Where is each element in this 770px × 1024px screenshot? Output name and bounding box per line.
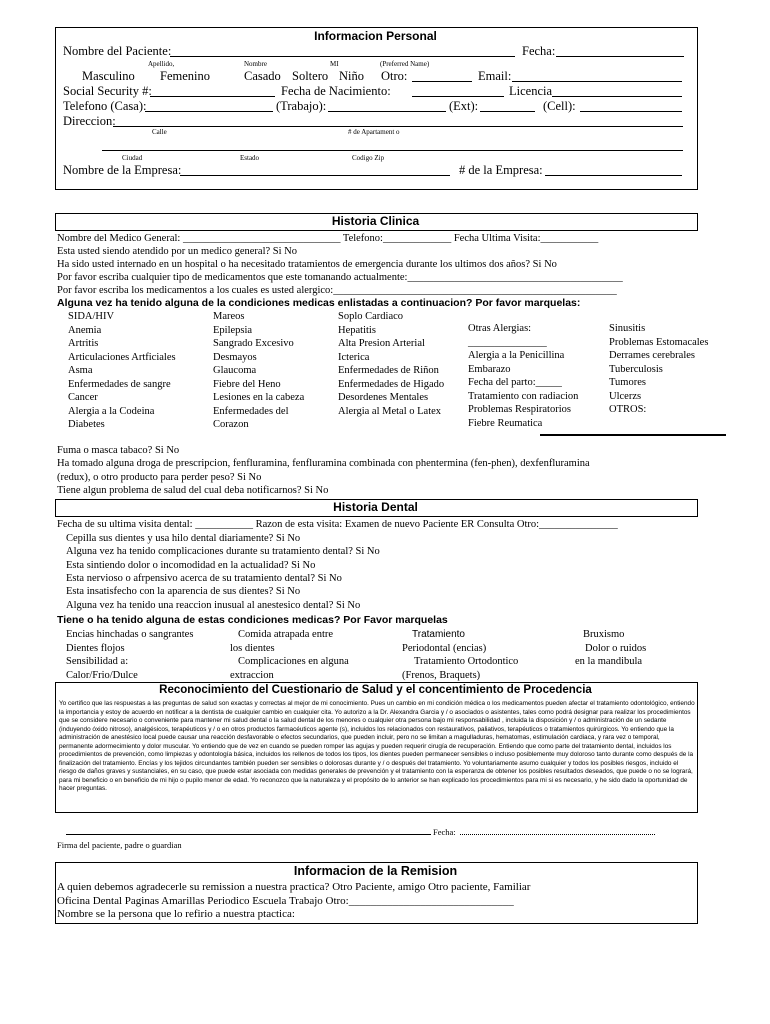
dental-condition-item[interactable]: en la mandibula [575, 656, 643, 667]
clinica-line-1: Nombre del Medico General: ______________________________ Telefono:_____________ Fecha Ultima Visita:___________ [57, 233, 599, 244]
condition-item[interactable]: Glaucoma [213, 365, 257, 376]
dental-q-1: Cepilla sus dientes y usa hilo dental diariamente? Si No [66, 533, 301, 544]
condition-item[interactable]: Alta Presion Arterial [338, 338, 425, 349]
gender-femenino[interactable]: Femenino [160, 69, 210, 83]
dental-condition-item[interactable]: Periodontal (encias) [402, 642, 487, 654]
dob-label: Fecha de Nacimiento: [281, 84, 391, 98]
condition-item[interactable]: Problemas Estomacales [609, 336, 709, 348]
sub-calle: Calle [152, 128, 167, 136]
condition-item[interactable]: Tumores [609, 377, 646, 388]
dental-condition-item[interactable]: (Frenos, Braquets) [402, 669, 481, 681]
dental-condition-item[interactable]: los dientes [230, 642, 275, 654]
condition-item[interactable]: Enfermedades de Higado [338, 378, 445, 390]
condition-item[interactable]: Alergia a la Penicillina [468, 350, 565, 361]
condition-item[interactable]: Derrames cerebrales [609, 350, 695, 361]
condition-item[interactable]: Anemia [68, 324, 102, 336]
tel-cell-label: (Cell): [543, 99, 576, 113]
condition-item[interactable]: _______________ [468, 336, 547, 348]
direccion-label: Direccion: [63, 114, 116, 128]
condition-item[interactable]: Lesiones en la cabeza [213, 392, 305, 403]
tel-cell-field[interactable] [580, 111, 682, 112]
signature-date-field[interactable] [460, 834, 655, 835]
licencia-label: Licencia [509, 84, 553, 98]
condition-item[interactable]: Embarazo [468, 363, 511, 375]
condition-item[interactable]: Mareos [213, 311, 245, 322]
dental-condition-item[interactable]: Sensibilidad a: [66, 656, 129, 667]
dental-cond-header: Tiene o ha tenido alguna de estas condiciones medicas? Por Favor marquelas [57, 614, 448, 626]
condition-item[interactable]: Artritis [68, 338, 99, 349]
licencia-field[interactable] [552, 96, 682, 97]
condition-item[interactable]: Enfermedades de sangre [68, 378, 171, 390]
patient-name-field[interactable] [170, 56, 515, 57]
dental-q-3: Esta sintiendo dolor o incomodidad en la actualidad? Si No [66, 560, 316, 571]
condition-item[interactable]: Alergia al Metal o Latex [338, 405, 442, 417]
condition-item[interactable]: Corazon [213, 419, 249, 430]
gender-masculino[interactable]: Masculino [82, 69, 135, 83]
clinica-line-2: Esta usted siendo atendido por un medico general? Si No [57, 246, 297, 257]
condition-item[interactable]: OTROS: [609, 404, 647, 415]
condition-item[interactable]: Fiebre Reumatica [468, 417, 543, 429]
personal-title: Informacion Personal [314, 29, 437, 43]
conditions-col-1 [68, 310, 176, 432]
sub-apellido: Apellido, [148, 60, 175, 68]
dental-condition-item[interactable]: Bruxismo [583, 629, 625, 640]
clinica-q2: Ha tomado alguna droga de prescripcion, fenfluramina, fenfluramina combinada con phentermina (fen-phen), dexfenfluramina [57, 458, 590, 469]
consent-title: Reconocimiento del Cuestionario de Salud y el concentimiento de Procedencia [159, 684, 592, 696]
dental-line-1: Fecha de su ultima visita dental: ___________ Razon de esta visita: Examen de nuevo Paciente ER Consulta Otro:_______________ [57, 519, 618, 530]
condition-item[interactable]: Articulaciones Artficiales [68, 351, 176, 363]
otro-field[interactable] [412, 81, 472, 82]
clinica-q3: (redux), o otro producto para perder peso? Si No [57, 472, 262, 483]
date-field[interactable] [556, 56, 684, 57]
direccion-field-2[interactable] [102, 150, 683, 151]
remision-title: Informacion de la Remision [293, 864, 458, 878]
condition-item[interactable]: Desordenes Mentales [338, 392, 429, 403]
clinica-line-3: Ha sido usted internado en un hospital o ha necesitado tratamientos de emergencia durante los ultimos dos años? Si No [57, 259, 557, 270]
dental-q-6: Alguna vez ha tenido una reaccion inusual al anestesico dental? Si No [66, 600, 361, 611]
dental-title: Historia Dental [333, 500, 418, 514]
condition-item[interactable]: Fecha del parto:_____ [468, 377, 562, 388]
email-label: Email: [478, 69, 512, 83]
conditions-col-3 [338, 310, 444, 418]
condition-item[interactable]: Tuberculosis [609, 363, 663, 375]
clinica-line-5: Por favor escriba los medicamentos a los cuales es usted alergico:______________________________________________________ [57, 285, 617, 296]
tel-trabajo-label: (Trabajo): [276, 99, 327, 113]
conditions-col-2 [213, 310, 304, 432]
dental-condition-item[interactable]: Complicaciones en alguna [238, 656, 349, 667]
dental-condition-item[interactable]: Comida atrapada entre [238, 629, 334, 640]
empresa-label: Nombre de la Empresa: [63, 163, 182, 177]
clinica-title: Historia Clinica [331, 214, 420, 228]
clinica-q1: Fuma o masca tabaco? Si No [57, 445, 180, 456]
status-casado[interactable]: Casado [244, 69, 281, 83]
condition-item[interactable]: Alergia a la Codeina [68, 405, 155, 417]
condition-item[interactable]: Enfermedades del [213, 405, 289, 417]
dob-field[interactable] [412, 96, 504, 97]
dental-condition-item[interactable]: Dientes flojos [66, 642, 125, 654]
sub-ciudad: Ciudad [122, 154, 143, 162]
condition-item[interactable]: Enfermedades de Riñon [338, 365, 439, 376]
remision-line-2: Oficina Dental Paginas Amarillas Periodico Escuela Trabajo Otro:______________________________ [57, 895, 514, 907]
condition-item[interactable]: Diabetes [68, 419, 105, 430]
dental-condition-item[interactable]: Tratamiento Ortodontico [414, 656, 519, 667]
dental-cond-col-2 [230, 628, 349, 682]
empresa-num-label: # de la Empresa: [459, 163, 543, 177]
empresa-field[interactable] [180, 175, 450, 176]
clinica-line-4: Por favor escriba cualquier tipo de medicamentos que este tomanando actualmente:_________________________________________ [57, 272, 623, 283]
dental-q-5: Esta insatisfecho con la aparencia de sus dientes? Si No [66, 586, 301, 597]
ssn-label: Social Security #: [63, 84, 152, 98]
dental-condition-item[interactable]: Encias hinchadas o sangrantes [66, 629, 194, 640]
clinica-q4: Tiene algun problema de salud del cual deba notificarnos? Si No [57, 485, 329, 496]
status-otro: Otro: [381, 69, 408, 83]
sub-apt: # de Apartament o [348, 128, 400, 136]
condition-item[interactable]: Fiebre del Heno [213, 378, 281, 390]
condition-item[interactable]: Icterica [338, 351, 370, 363]
dental-q-2: Alguna vez ha tenido complicaciones durante su tratamiento dental? Si No [66, 546, 380, 557]
status-soltero[interactable]: Soltero [292, 69, 329, 83]
tel-ext-field[interactable] [480, 111, 535, 112]
dental-condition-item[interactable]: Tratamiento [412, 629, 465, 640]
tel-ext-label: (Ext): [449, 99, 479, 113]
condition-item[interactable]: Asma [68, 365, 93, 376]
email-field[interactable] [512, 81, 682, 82]
remision-line-1: A quien debemos agradecerle su remission a nuestra practica? Otro Paciente, amigo Otro paciente, Familiar [57, 881, 531, 893]
condition-item[interactable]: Tratamiento con radiacion [468, 390, 579, 402]
sub-estado: Estado [240, 154, 260, 162]
tel-trabajo-field[interactable] [328, 111, 446, 112]
signature-field[interactable] [66, 834, 431, 835]
condition-item[interactable]: Problemas Respiratorios [468, 404, 571, 415]
signature-date-label: Fecha: [433, 827, 456, 837]
condition-item[interactable]: SIDA/HIV [68, 311, 115, 322]
condition-item[interactable]: Sinusitis [609, 323, 646, 334]
condition-item[interactable]: Hepatitis [338, 324, 376, 336]
dental-q-4: Esta nervioso o afrpensivo acerca de su tratamiento dental? Si No [66, 573, 342, 584]
sub-preferred: (Preferred Name) [380, 60, 430, 68]
sub-nombre: Nombre [244, 60, 267, 68]
dental-cond-col-3 [402, 628, 518, 682]
direccion-field[interactable] [113, 126, 683, 127]
condition-item[interactable]: Soplo Cardiaco [338, 311, 404, 322]
dental-cond-col-1 [66, 628, 193, 682]
remision-line-3: Nombre se la persona que lo refirio a nuestra ptactica: [57, 908, 295, 920]
clinica-cond-header: Alguna vez ha tenido alguna de la condiciones medicas enlistadas a continuacion? Por favor marquelas: [57, 297, 581, 309]
ssn-field[interactable] [150, 96, 275, 97]
otros-field[interactable] [540, 434, 726, 436]
tel-casa-label: Telefono (Casa): [63, 99, 147, 113]
dental-condition-item[interactable]: extraccion [230, 669, 274, 681]
consent-body: Yo certifico que las respuestas a las preguntas de salud son exactas y correctas al mejor de mi conocimiento. Pues un cambio en mi condición médica o los medicamentos pueden afectar el tratamiento odontológico, entiendo la importancia y estoy de acuerdo en notificar a la dentista de cualquier cambio en cualquier cita. Yo autorizo a la Dr. Alexandra Garcia y / o asociados o asistentes, tales como podrá designar para realizar los procedimientos que se considere necesario o conveniente para mantener mi salud dental o la salud dental de los menores o cualquier otra persona bajo mi responsabilidad , incluida la disposición y / o administración de un sedante (induyendo óxido nitroso), analgésicos, terapéuticos y / o en otros productos farmacéuticos agente (s), incluidos los relacionados con restaurativos, paliativos, terapéuticos o tratamientos quirúrgicos. Yo entiendo que la administración de anestésico local puede causar una reacción desfavorable o efectos secundarios, que pueden incluir, pero no se limitan a magulladuras, hematomas, estimulación cardiaca, y rara vez o temporal, permanente adormecimiento y dolor muscular. Yo entiendo que de vez en cuando se pueden romper las agujas y pueden requerir cirugía de recuperación. Entiendo que como parte del tratamiento dental, incluidos los procedimientos de prevención, como limpiezas y odontología básica, incluidos los rellenos de todos los tipos, los dientes pueden permanecer sensibles o incluso posiblemente muy doloroso tanto durante como después de la finalización del tratamiento. Encías y los tejidos circundantes también pueden ser sensibles o dolorosas durante y / o después del tratamiento. Yo voluntariamente asumo cualquier y todos los posibles riesgos, incluido el riesgo de daños graves y sustanciales, en su caso, que puede estar asociada con medidas generales de prevención y el tratamiento con la esperanza de obtener los posibles resultados deseados, que puede o no se logrará, para mi beneficio o en beneficio de mi hijo o pupilo menor de edad. Yo reconozco que la naturaleza y el propósito de lo anterior se han explicado los procedimientos para mi si es necesario, y he sido dado la oportunidad de hacer preguntas. [59, 700, 695, 792]
dental-cond-col-4 [575, 628, 646, 669]
date-label: Fecha: [522, 44, 556, 58]
condition-item[interactable]: Otras Alergias: [468, 323, 532, 334]
condition-item[interactable]: Ulcerzs [609, 390, 642, 402]
condition-item[interactable]: Epilepsia [213, 324, 253, 336]
empresa-num-field[interactable] [545, 175, 682, 176]
dental-condition-item[interactable]: Calor/Frio/Dulce [66, 669, 138, 681]
tel-casa-field[interactable] [145, 111, 273, 112]
condition-item[interactable]: Sangrado Excesivo [213, 338, 294, 349]
condition-item[interactable]: Cancer [68, 392, 98, 403]
condition-item[interactable]: Desmayos [213, 351, 257, 363]
conditions-col-4 [468, 322, 578, 430]
conditions-col-5 [609, 322, 708, 417]
patient-name-label: Nombre del Paciente: [63, 44, 172, 58]
sub-zip: Codigo Zip [352, 154, 385, 162]
sub-mi: MI [330, 60, 339, 68]
signature-label: Firma del paciente, padre o guardian [57, 840, 182, 850]
dental-condition-item[interactable]: Dolor o ruidos [585, 642, 647, 654]
status-nino[interactable]: Niño [339, 69, 364, 83]
